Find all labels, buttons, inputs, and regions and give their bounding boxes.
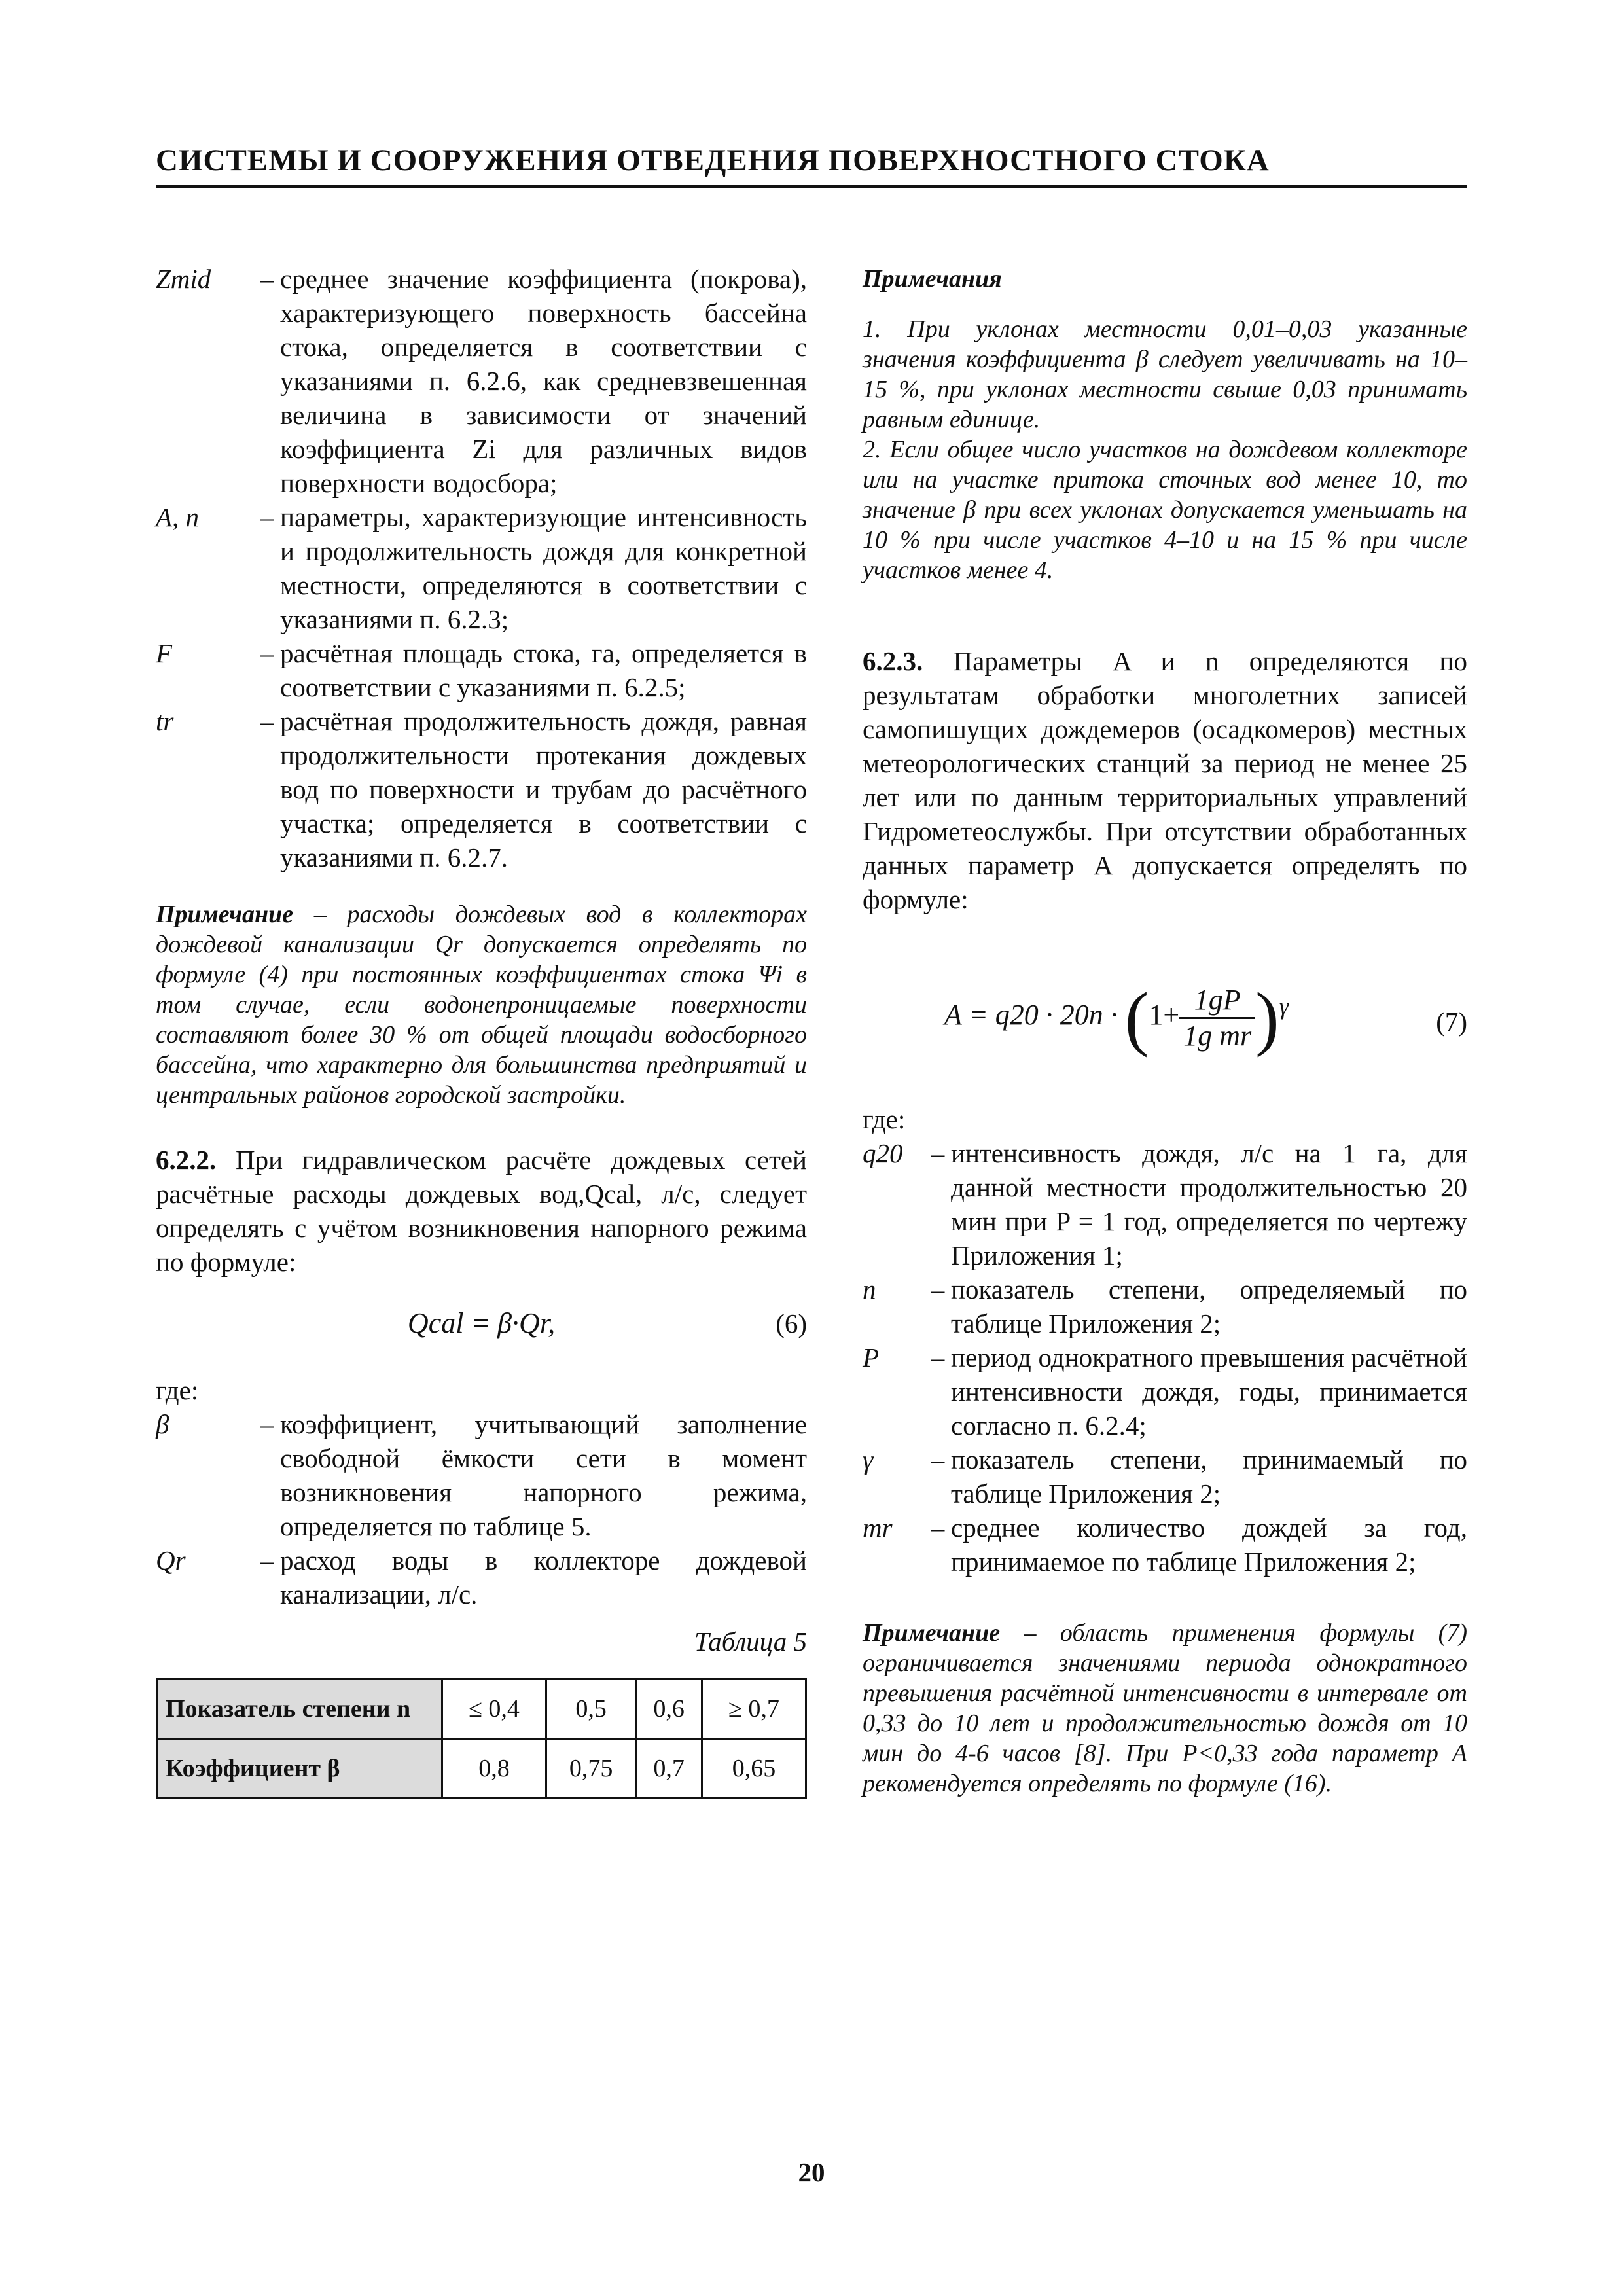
- note-formula-7: [863, 1618, 1467, 1799]
- definition-text: расчётная продолжительность дождя, равная продолжительности протекания дождевых вод по поверхности и трубам до расчётного участка; определяется в соответствии с указаниями п. 6.2.7.: [280, 706, 807, 872]
- definition-item: [156, 500, 807, 636]
- notes-title: Примечания: [863, 265, 1002, 293]
- definitions-list-1: [156, 262, 807, 874]
- paragraph-6-2-2: [156, 1143, 807, 1279]
- definition-text: параметры, характеризующие интенсивность и продолжительность дождя для конкретной местности, определяются в соответствии с указаниями п. 6.2.3;: [280, 502, 807, 634]
- formula-7-exponent: γ: [1279, 992, 1289, 1020]
- definition-item: [156, 1407, 807, 1543]
- paragraph-text: При гидравлическом расчёте дождевых сетей расчётные расходы дождевых вод,Qcal, л/с, следует определять с учётом возникновения напорного режима по формуле:: [156, 1145, 807, 1277]
- definition-dash: –: [260, 502, 274, 532]
- running-header: СИСТЕМЫ И СООРУЖЕНИЯ ОТВЕДЕНИЯ ПОВЕРХНОСТНОГО СТОКА: [156, 143, 1270, 177]
- definition-item: [156, 262, 807, 500]
- definition-text: среднее значение коэффициента (покрова), характеризующего поверхность бассейна стока, определяется в соответствии с указаниями п. 6.2.6, как средневзвешенная величина в зависимости от значений коэффициента Zi для различных видов поверхности водосбора;: [280, 264, 807, 498]
- definition-item: [863, 1272, 1467, 1340]
- formula-7-paren-open: (: [1124, 978, 1149, 1058]
- definition-text: коэффициент, учитывающий заполнение свободной ёмкости сети в момент возникновения напорного режима, определяется по таблице 5.: [280, 1409, 807, 1541]
- note-rain-discharge: [156, 899, 807, 1110]
- definition-text: интенсивность дождя, л/с на 1 га, для данной местности продолжительностью 20 мин при P = 1 год, определяется по чертежу Приложения 1;: [951, 1138, 1467, 1270]
- where-label: где:: [156, 1375, 199, 1405]
- definition-symbol: mr: [863, 1513, 893, 1543]
- definition-symbol: P: [863, 1342, 880, 1372]
- where-label: где:: [863, 1104, 906, 1134]
- header-rule: [156, 185, 1467, 188]
- left-column: [156, 262, 807, 1799]
- note-2: 2. Если общее число участков на дождевом коллекторе или на участке притока сточных вод менее 10, то значение β при всех уклонах допускается уменьшать на 10 % при числе участков 4–10 и на 15 % при числе участков менее 4.: [863, 436, 1467, 584]
- definitions-list-2: [156, 1407, 807, 1611]
- formula-6: [156, 1292, 807, 1357]
- note-text: – расходы дождевых вод в коллекторах дождевой канализации Qr допускается определять по формуле (4) при постоянных коэффициентах стока Ψi в том случае, если водонепроницаемые поверхности составляют более 30 % от общей площади водосборного бассейна, что характерно для большинства предприятий и центральных районов городской застройки.: [156, 901, 807, 1109]
- definition-dash: –: [260, 1545, 274, 1575]
- definition-dash: –: [260, 638, 274, 668]
- paragraph-6-2-3: [863, 644, 1467, 916]
- definition-symbol: q20: [863, 1138, 903, 1168]
- formula-7-paren-close: ): [1255, 978, 1279, 1058]
- page-number: 20: [798, 2157, 825, 2187]
- definition-text: период однократного превышения расчётной интенсивности дождя, годы, принимается согласно п. 6.2.4;: [951, 1342, 1467, 1441]
- table-caption: Таблица 5: [694, 1626, 807, 1657]
- definition-item: [863, 1340, 1467, 1443]
- table-cell: 0,5: [546, 1679, 636, 1739]
- definition-item: [156, 1543, 807, 1611]
- paragraph-number: 6.2.3.: [863, 646, 923, 676]
- definition-dash: –: [931, 1274, 945, 1304]
- formula-7-fraction: [1179, 983, 1255, 1053]
- definitions-list-3: [863, 1136, 1467, 1579]
- definition-text: показатель степени, определяемый по таблице Приложения 2;: [951, 1274, 1467, 1338]
- definition-dash: –: [260, 706, 274, 736]
- formula-6-number: (6): [776, 1308, 807, 1338]
- note-label: Примечание: [156, 901, 294, 928]
- table-cell: ≤ 0,4: [442, 1679, 546, 1739]
- note-label: Примечание: [863, 1619, 1001, 1647]
- definition-text: расчётная площадь стока, га, определяется в соответствии с указаниями п. 6.2.5;: [280, 638, 807, 702]
- table-cell: ≥ 0,7: [702, 1679, 806, 1739]
- formula-7-denominator: 1g mr: [1183, 1019, 1252, 1052]
- definition-item: [156, 704, 807, 874]
- definition-dash: –: [931, 1513, 945, 1543]
- definition-item: [156, 636, 807, 704]
- definition-symbol: β: [156, 1409, 169, 1439]
- definition-dash: –: [260, 264, 274, 294]
- formula-7-lhs: A = q20 · 20n ·: [944, 999, 1118, 1031]
- definition-dash: –: [931, 1444, 945, 1475]
- definition-symbol: A, n: [156, 502, 200, 532]
- table-row: [157, 1739, 806, 1799]
- note-1: 1. При уклонах местности 0,01–0,03 указанные значения коэффициента β следует увеличивать на 10–15 %, при уклонах местности свыше 0,03 принимать равным единице.: [863, 315, 1467, 433]
- formula-7-number: (7): [1436, 1007, 1467, 1037]
- table-cell: 0,8: [442, 1739, 546, 1799]
- definition-item: [863, 1511, 1467, 1579]
- formula-7-body: [944, 978, 1289, 1058]
- definition-symbol: γ: [863, 1444, 874, 1475]
- note-text: – область применения формулы (7) ограничивается значениями периода однократного превышения расчётной интенсивности в интервале от 0,33 до 10 лет и продолжительностью дождя от 10 мин до 4-6 часов [8]. При P<0,33 года параметр A рекомендуется определять по формуле (16).: [863, 1619, 1467, 1797]
- definition-symbol: n: [863, 1274, 876, 1304]
- right-column: [863, 262, 1467, 1799]
- table-5: [156, 1678, 807, 1799]
- definition-symbol: F: [156, 638, 173, 668]
- definition-symbol: Zmid: [156, 264, 211, 294]
- definition-item: [863, 1136, 1467, 1272]
- definition-text: среднее количество дождей за год, принимаемое по таблице Приложения 2;: [951, 1513, 1467, 1577]
- definition-item: [863, 1443, 1467, 1511]
- table-row-header: Коэффициент β: [157, 1739, 442, 1799]
- definition-dash: –: [260, 1409, 274, 1439]
- table-row-header: Показатель степени n: [157, 1679, 442, 1739]
- definition-text: расход воды в коллекторе дождевой канализации, л/с.: [280, 1545, 807, 1609]
- definition-dash: –: [931, 1138, 945, 1168]
- table-row: [157, 1679, 806, 1739]
- definition-symbol: tr: [156, 706, 174, 736]
- definition-text: показатель степени, принимаемый по таблице Приложения 2;: [951, 1444, 1467, 1509]
- formula-7: [863, 956, 1467, 1086]
- formula-6-body: Qcal = β·Qr,: [407, 1307, 556, 1339]
- formula-7-numerator: 1gP: [1179, 983, 1255, 1019]
- formula-7-one: 1+: [1149, 999, 1180, 1031]
- table-cell: 0,7: [636, 1739, 702, 1799]
- table-cell: 0,6: [636, 1679, 702, 1739]
- definition-symbol: Qr: [156, 1545, 186, 1575]
- table-cell: 0,65: [702, 1739, 806, 1799]
- paragraph-number: 6.2.2.: [156, 1145, 217, 1175]
- paragraph-text: Параметры A и n определяются по результатам обработки многолетних записей самопишущих дождемеров (осадкомеров) местных метеорологических станций за период не менее 25 лет или по данным территориальных управлений Гидрометеослужбы. При отсутствии обработанных данных параметр А допускается определять по формуле:: [863, 646, 1467, 914]
- definition-dash: –: [931, 1342, 945, 1372]
- table-cell: 0,75: [546, 1739, 636, 1799]
